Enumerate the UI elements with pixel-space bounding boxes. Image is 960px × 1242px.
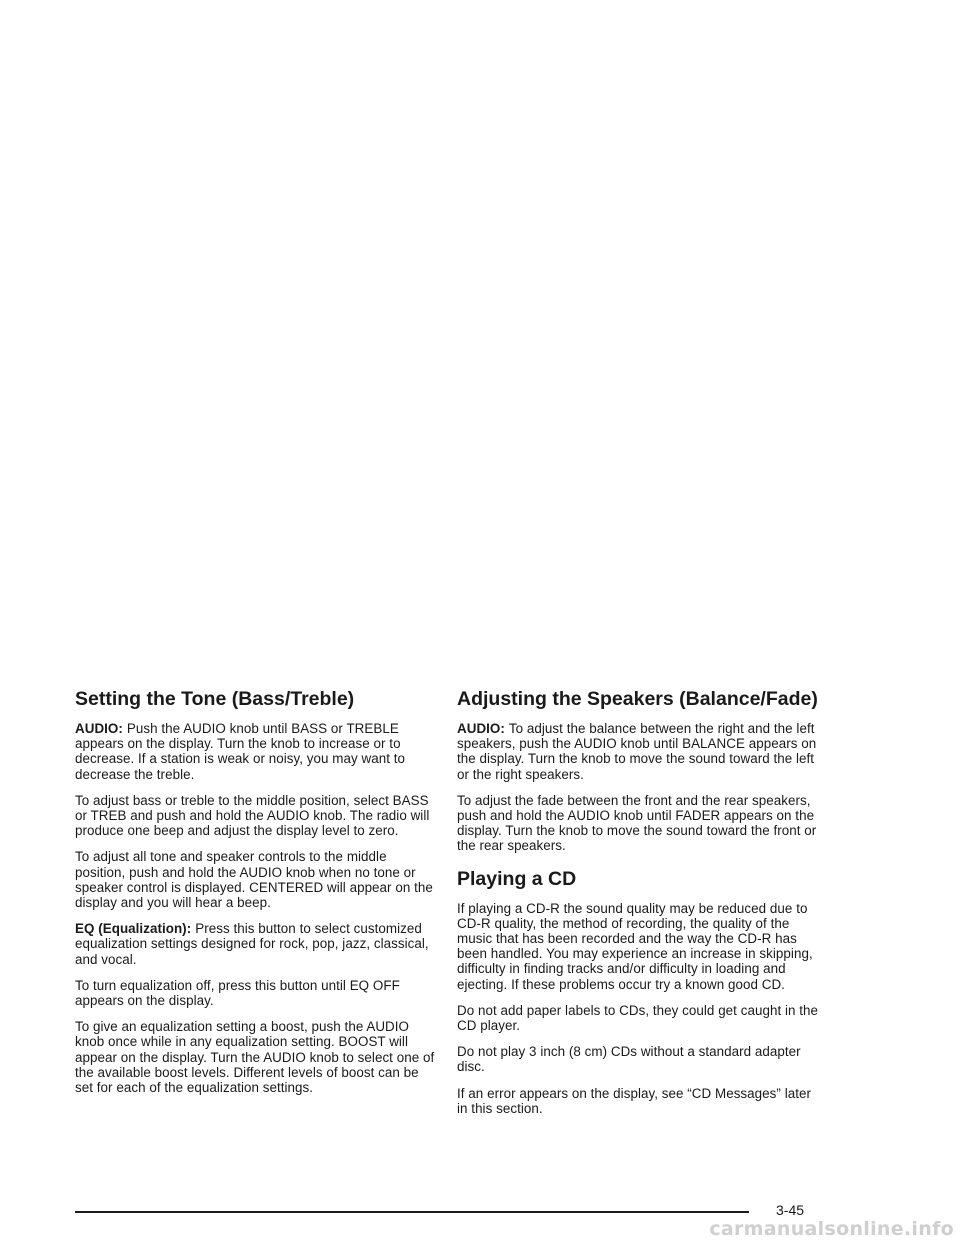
lead-label: AUDIO: [457,721,505,736]
paragraph-text: To adjust bass or treble to the middle position, select BASS or TREB and push and hold the AUDIO knob. The radio will produce one beep and adjust the display level to zero. [75,792,430,839]
page-number: 3-45 [776,1202,805,1218]
section-heading-tone: Setting the Tone (Bass/Treble) [75,688,355,710]
paragraph-text: To adjust the fade between the front and the rear speakers, push and hold the AUDIO knob until FADER appears on the display. Turn the knob to move the sound toward the front or the rear speakers. [457,792,817,854]
paragraph-boost [75,1019,439,1095]
paragraph-eq [75,921,439,967]
paragraph-text: Push the AUDIO knob until BASS or TREBLE appears on the display. Turn the knob to increase or to decrease. If a station is weak or noisy, you may want to decrease the treble. [75,721,406,782]
paragraph-3-inch: Do not play 3 inch (8 cm) CDs without a standard adapter disc. [457,1044,801,1075]
left-column [75,686,439,1106]
paragraph-error: If an error appears on the display, see “CD Messages” later in this section. [457,1085,811,1116]
paragraph-eq-off [75,978,439,1008]
right-column [457,686,821,1127]
paragraph-balance [457,721,821,782]
paragraph-text: To adjust the balance between the right and the left speakers, push the AUDIO knob until BALANCE appears on the display. Turn the knob to move the sound toward the left or the right speakers. [457,721,817,782]
lead-label: EQ (Equalization): [75,921,192,937]
paragraph-text: Press this button to select customized equalization settings designed for rock, pop, jazz, classical, and vocal. [75,921,429,967]
paragraph-text: To turn equalization off, press this button until EQ OFF appears on the display. [75,977,400,1009]
paragraph-paper-labels: Do not add paper labels to CDs, they could get caught in the CD player. [457,1002,819,1034]
paragraph-audio-tone [75,721,439,782]
paragraph-middle-position [75,793,439,839]
watermark: carmanualsonline.info [709,1218,954,1240]
section-heading-playing-cd: Playing a CD [457,867,577,890]
paragraph-text: To adjust all tone and speaker controls to the middle position, push and hold the AUDIO knob when no tone or speaker control is displayed. CENTERED will appear on the display and you will hear a beep. [75,849,433,911]
lead-label: AUDIO: [75,721,123,736]
section-heading-speakers: Adjusting the Speakers (Balance/Fade) [457,688,818,710]
paragraph-text: To give an equalization setting a boost, push the AUDIO knob once while in any equalization setting. BOOST will appear on the display. Turn the AUDIO knob to select one of the available boost levels. Different levels of boost can be set for each of the equalization settings. [75,1019,435,1096]
paragraph-centered [75,849,439,910]
paragraph-fade [457,793,821,854]
footer-rule [75,1211,749,1213]
paragraph-cd-r: If playing a CD-R the sound quality may be reduced due to CD-R quality, the method of recording, the quality of the music that has been recorded and the way the CD-R has been handled. You may experience an increase in skipping, difficulty in finding tracks and/or difficulty in loading and ejecting. If these problems occur try a known good CD. [457,900,813,992]
